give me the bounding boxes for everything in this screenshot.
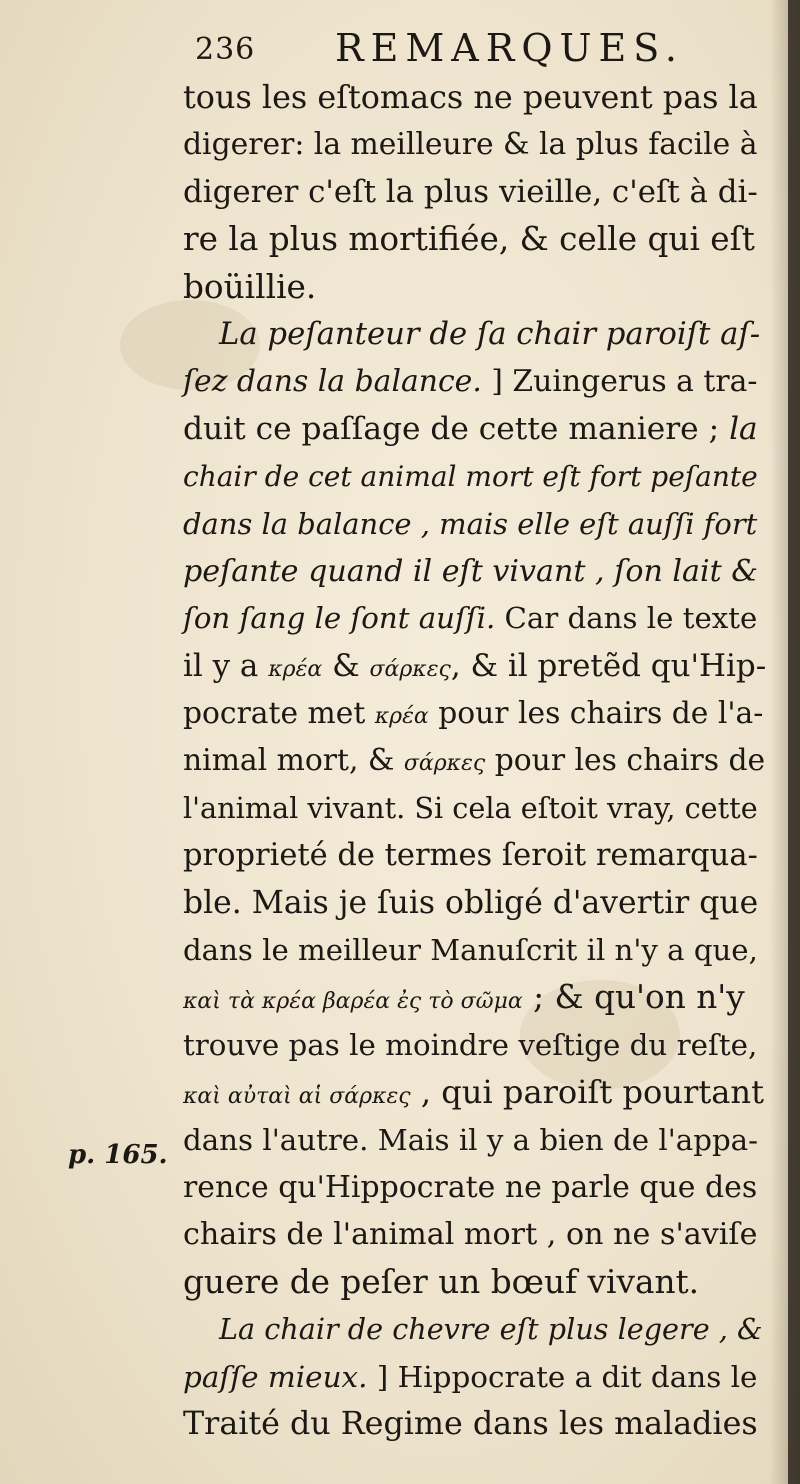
text-run: trouve pas le moindre veſtige du reſte, bbox=[183, 1027, 758, 1062]
running-head: REMARQUES. bbox=[335, 26, 684, 70]
text-line bbox=[183, 406, 763, 453]
text-run: dans le meilleur Manuſcrit il n'y a que, bbox=[183, 933, 758, 968]
text-line bbox=[183, 74, 763, 121]
text-run: ] Hippocrate a dit dans le bbox=[367, 1359, 758, 1394]
text-line bbox=[183, 1069, 763, 1116]
text-run: Traité du Regime dans les maladies bbox=[183, 1405, 758, 1442]
text-line bbox=[183, 832, 763, 879]
text-line bbox=[183, 1306, 763, 1353]
text-line bbox=[183, 216, 763, 263]
text-run: rence qu'Hippocrate ne parle que des bbox=[183, 1169, 758, 1205]
text-run: ; & qu'on n'y bbox=[522, 978, 745, 1017]
text-line bbox=[183, 595, 763, 642]
greek-text: κρέα bbox=[268, 656, 323, 682]
text-line bbox=[183, 974, 763, 1021]
italic-text: paſſe mieux. bbox=[183, 1359, 368, 1394]
greek-text: σάρκες bbox=[403, 751, 486, 777]
text-run: ble. Mais je ſuis obligé d'avertir que bbox=[183, 884, 759, 921]
text-line bbox=[183, 548, 763, 595]
text-run: guere de peſer un bœuf vivant. bbox=[183, 1262, 700, 1301]
binding-edge bbox=[788, 0, 800, 1484]
body-text bbox=[183, 74, 767, 1448]
text-line bbox=[183, 1164, 763, 1211]
text-line bbox=[183, 1354, 763, 1401]
italic-text: La chair de chevre eſt plus legere , & bbox=[219, 1312, 763, 1347]
text-run: l'animal vivant. Si cela eſtoit vray, cette bbox=[183, 790, 758, 825]
greek-text: καὶ αὐταὶ αἱ σάρκες bbox=[183, 1084, 411, 1110]
text-line bbox=[183, 1401, 763, 1448]
text-line bbox=[183, 453, 763, 500]
italic-text: La peſanteur de ſa chair paroiſt aſ- bbox=[219, 316, 761, 352]
text-run: chairs de l'animal mort , on ne s'aviſe bbox=[183, 1217, 758, 1253]
text-line bbox=[183, 1022, 763, 1069]
page-header bbox=[195, 26, 684, 74]
italic-text: dans la balance , mais elle eſt auſſi fort bbox=[183, 506, 758, 541]
text-line bbox=[183, 501, 763, 548]
text-line bbox=[183, 264, 763, 311]
text-run: boüillie. bbox=[183, 267, 317, 306]
italic-text: ſez dans la balance. bbox=[183, 364, 482, 400]
text-line bbox=[183, 737, 766, 784]
text-line bbox=[183, 690, 763, 737]
text-line bbox=[183, 311, 763, 358]
text-line bbox=[183, 1211, 763, 1258]
margin-reference: p. 165. bbox=[68, 1140, 168, 1170]
text-line bbox=[183, 643, 767, 690]
text-line bbox=[183, 785, 763, 832]
text-run: pour les chairs de bbox=[485, 743, 766, 779]
text-run: tous les eſtomacs ne peuvent pas la bbox=[183, 78, 758, 116]
text-run: dans l'autre. Mais il y a bien de l'appa- bbox=[183, 1122, 759, 1157]
text-line bbox=[183, 1117, 763, 1164]
text-line bbox=[183, 169, 763, 216]
text-run: , qui paroiſt pourtant bbox=[410, 1073, 764, 1112]
text-run: & bbox=[322, 647, 370, 684]
italic-text: chair de cet animal mort eſt fort peſante bbox=[183, 460, 758, 494]
page-number: 236 bbox=[195, 32, 256, 67]
text-run: digerer c'eſt la plus vieille, c'eſt à di- bbox=[183, 173, 758, 210]
italic-text: ſon ſang le ſont auſſi. bbox=[183, 601, 496, 636]
text-run: duit ce paſſage de cette maniere ; bbox=[183, 410, 730, 447]
text-run: pocrate met bbox=[183, 696, 375, 732]
text-run: pour les chairs de l'a- bbox=[428, 696, 764, 732]
text-run: nimal mort, & bbox=[183, 743, 404, 779]
greek-text: καὶ τὰ κρέα βαρέα ἐς τὸ σῶμα bbox=[183, 989, 523, 1015]
greek-text: σάρκες bbox=[369, 656, 451, 682]
text-run: proprieté de termes ſeroit remarqua- bbox=[183, 838, 758, 874]
text-run: , & il pretẽd qu'Hip- bbox=[450, 647, 767, 684]
text-run: Car dans le texte bbox=[495, 601, 758, 636]
text-run: digerer: la meilleure & la plus facile à bbox=[183, 127, 758, 163]
text-line bbox=[183, 880, 763, 927]
text-line bbox=[183, 358, 763, 405]
text-run: re la plus mortifiée, & celle qui eſt bbox=[183, 220, 755, 259]
text-run: il y a bbox=[183, 647, 269, 684]
text-line bbox=[183, 121, 763, 168]
text-line bbox=[183, 1259, 763, 1306]
greek-text: κρέα bbox=[374, 704, 429, 730]
text-line bbox=[183, 927, 763, 974]
text-run: ] Zuingerus a tra- bbox=[481, 364, 758, 400]
italic-text: peſante quand il eſt vivant , ſon lait & bbox=[183, 553, 759, 589]
italic-text: la bbox=[729, 410, 758, 447]
